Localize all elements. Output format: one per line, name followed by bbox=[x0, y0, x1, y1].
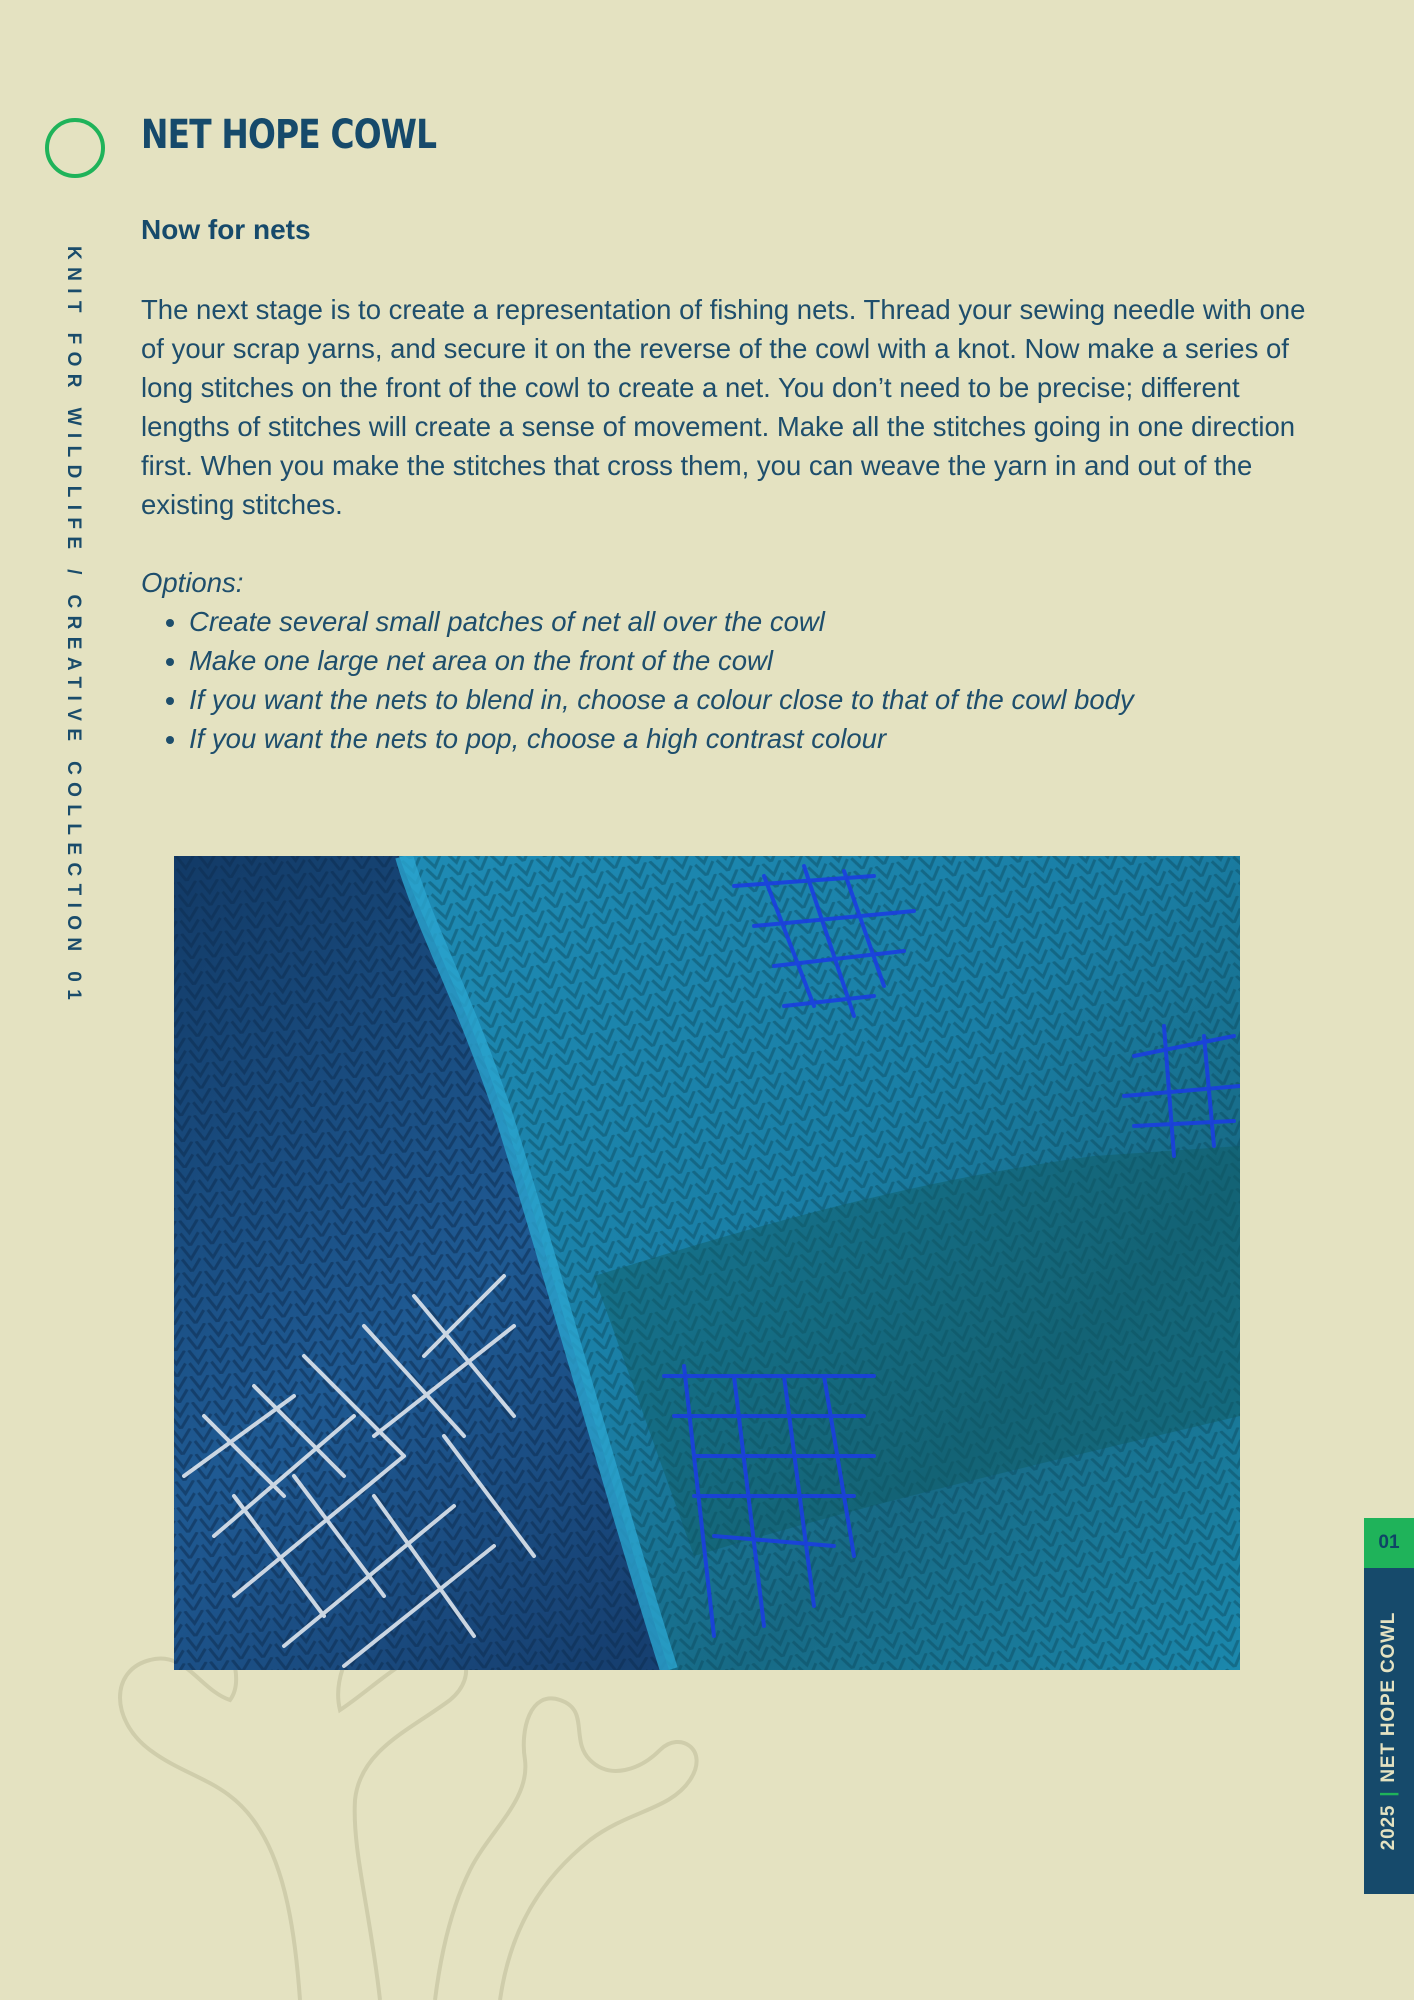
side-tab-year: 2025 bbox=[1378, 1804, 1399, 1851]
side-tab-label bbox=[1378, 1612, 1400, 1850]
page-title: NET HOPE COWL bbox=[141, 112, 437, 158]
section-heading: Now for nets bbox=[141, 214, 311, 245]
side-tab bbox=[1364, 1568, 1414, 1894]
list-item: • If you want the nets to blend in, choose a colour close to that of the cowl body bbox=[189, 680, 1389, 719]
side-tab-separator: | bbox=[1378, 1790, 1399, 1797]
circle-icon bbox=[45, 118, 105, 178]
list-item: • Make one large net area on the front of the cowl bbox=[189, 641, 1389, 680]
collection-label: KNIT FOR WILDLIFE / CREATIVE COLLECTION 01 bbox=[63, 246, 84, 1008]
options-list bbox=[141, 602, 1389, 758]
page-number-badge: 01 bbox=[1364, 1518, 1414, 1568]
cowl-photo bbox=[174, 856, 1240, 1670]
options-label: Options: bbox=[141, 567, 244, 598]
body-paragraph: The next stage is to create a representation of fishing nets. Thread your sewing needle with one of your scrap yarns, and secure it on the reverse of the cowl with a knot. Now make a series of long stitches on the front of the cowl to create a net. You don’t need to be precise; different lengths of stitches will create a sense of movement. Make all the stitches going in one direction first. When you make the stitches that cross them, you can weave the yarn in and out of the existing stitches. bbox=[141, 294, 1306, 520]
side-tab-title: NET HOPE COWL bbox=[1378, 1611, 1399, 1783]
list-item: • Create several small patches of net all over the cowl bbox=[189, 602, 1389, 641]
list-item: • If you want the nets to pop, choose a high contrast colour bbox=[189, 719, 1389, 758]
